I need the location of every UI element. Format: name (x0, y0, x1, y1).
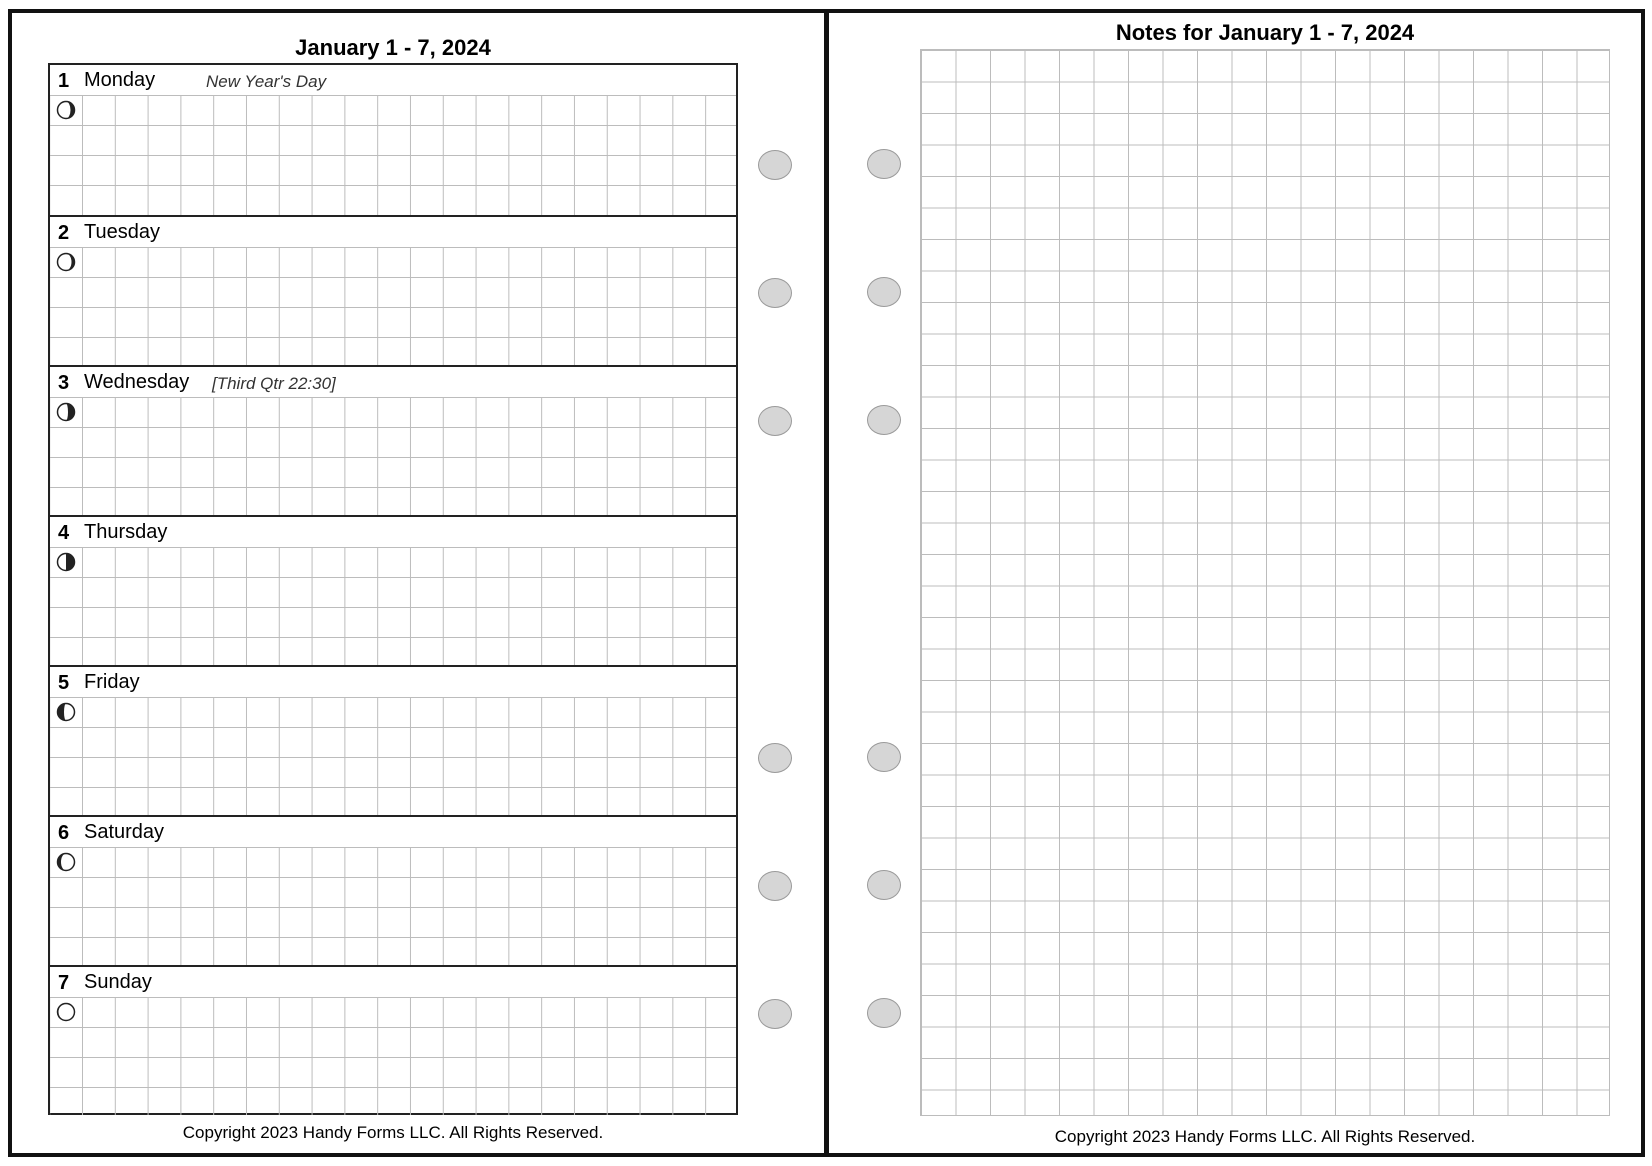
notes-writing-grid[interactable] (920, 49, 1610, 1116)
binder-hole-icon (867, 870, 901, 900)
day-row-monday (50, 65, 736, 215)
third-quarter-moon-icon (56, 402, 76, 422)
day-name: Monday (84, 69, 156, 91)
waning-gibbous-icon (56, 100, 76, 120)
waning-crescent-icon (56, 1002, 76, 1022)
holiday-note: New Year's Day (206, 72, 327, 91)
day-name: Thursday (84, 521, 168, 543)
binder-hole-icon (758, 406, 792, 436)
third-quarter-moon-icon (56, 552, 76, 572)
day-number: 4 (58, 522, 70, 544)
weekly-planner-page (8, 9, 828, 1157)
day-name: Wednesday (84, 371, 190, 393)
day-writing-grid[interactable] (50, 847, 736, 965)
week-days-box (48, 63, 738, 1115)
day-header (50, 517, 736, 547)
notes-title: Notes for January 1 - 7, 2024 (1115, 20, 1415, 45)
binder-hole-icon (867, 405, 901, 435)
day-writing-grid[interactable] (50, 95, 736, 215)
day-row-tuesday (50, 215, 736, 365)
day-row-wednesday (50, 365, 736, 515)
day-number: 2 (58, 222, 70, 244)
binder-hole-icon (758, 743, 792, 773)
day-name: Saturday (84, 821, 165, 843)
binder-hole-icon (758, 871, 792, 901)
day-row-friday (50, 665, 736, 815)
week-title: January 1 - 7, 2024 (295, 35, 491, 60)
day-number: 1 (58, 70, 70, 92)
day-writing-grid[interactable] (50, 247, 736, 365)
day-row-saturday (50, 815, 736, 965)
day-writing-grid[interactable] (50, 547, 736, 665)
day-name: Friday (84, 671, 140, 693)
day-writing-grid[interactable] (50, 397, 736, 515)
day-number: 7 (58, 972, 70, 994)
binder-hole-icon (758, 278, 792, 308)
day-row-sunday (50, 965, 736, 1115)
day-name: Sunday (84, 971, 152, 993)
binder-hole-icon (867, 998, 901, 1028)
day-name: Tuesday (84, 221, 160, 243)
day-writing-grid[interactable] (50, 697, 736, 815)
binder-hole-icon (867, 277, 901, 307)
waning-gibbous-icon (56, 252, 76, 272)
day-header (50, 217, 736, 247)
waning-crescent-icon (56, 702, 76, 722)
day-header (50, 367, 736, 397)
day-header (50, 817, 736, 847)
binder-hole-icon (758, 999, 792, 1029)
copyright-footer: Copyright 2023 Handy Forms LLC. All Rights Reserved. (1054, 1127, 1476, 1146)
day-number: 5 (58, 672, 70, 694)
binder-hole-icon (867, 742, 901, 772)
binder-hole-icon (867, 149, 901, 179)
moon-phase-note: [Third Qtr 22:30] (212, 374, 336, 393)
day-number: 3 (58, 372, 70, 394)
day-header (50, 967, 736, 997)
day-row-thursday (50, 515, 736, 665)
notes-page (825, 9, 1645, 1157)
copyright-footer: Copyright 2023 Handy Forms LLC. All Rights Reserved. (182, 1123, 604, 1142)
day-header (50, 65, 736, 95)
day-number: 6 (58, 822, 70, 844)
waning-crescent-icon (56, 852, 76, 872)
day-header (50, 667, 736, 697)
binder-hole-icon (758, 150, 792, 180)
day-writing-grid[interactable] (50, 997, 736, 1115)
